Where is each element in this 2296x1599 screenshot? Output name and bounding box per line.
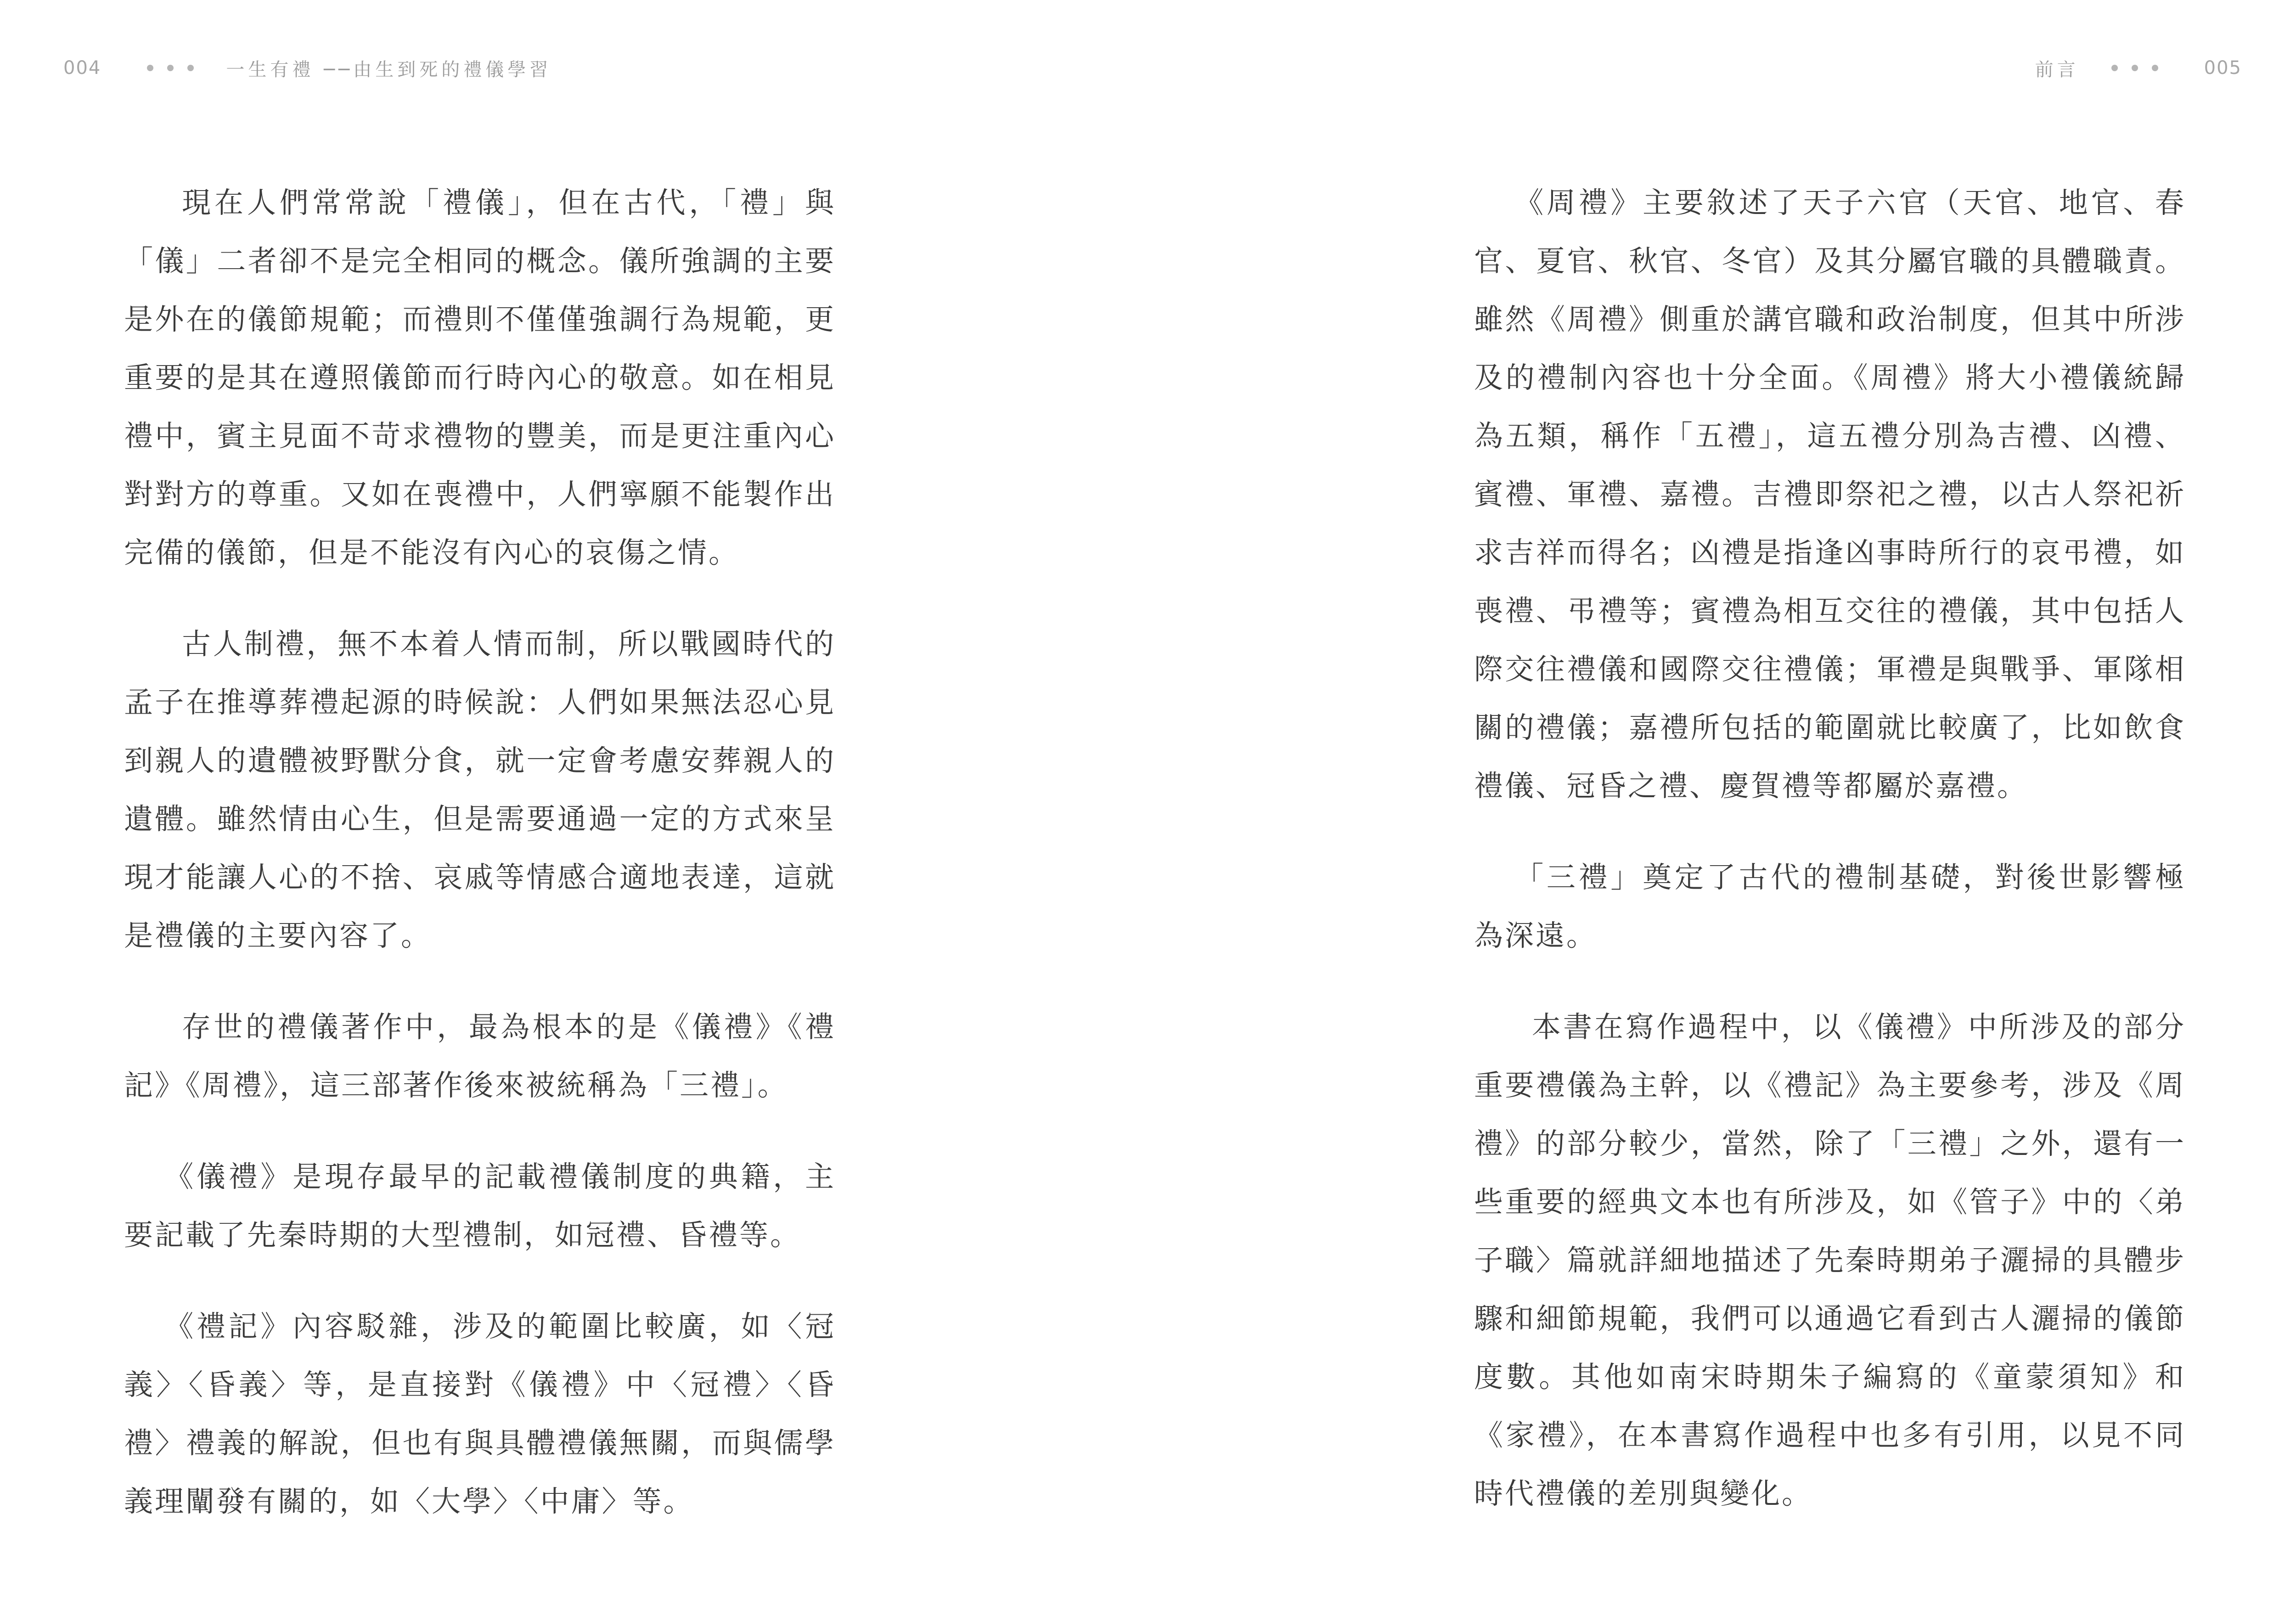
paragraph: 存世的禮儀著作中，最為根本的是《儀禮》《禮記》《周禮》，這三部著作後來被統稱為「三禮」。 (124, 1010, 836, 1102)
dot-icon (187, 65, 194, 71)
dot-icon (167, 65, 174, 71)
paragraph: 《儀禮》是現存最早的記載禮儀制度的典籍，主要記載了先秦時期的大型禮制，如冠禮、昏禮等。 (124, 1160, 836, 1252)
ornament-dots (2111, 65, 2158, 71)
left-body-text (124, 174, 836, 1564)
ornament-dots (147, 65, 194, 71)
paragraph: 《禮記》內容駁雜，涉及的範圍比較廣，如〈冠義〉〈昏義〉等，是直接對《儀禮》中〈冠禮〉〈昏禮〉禮義的解說，但也有與具體禮儀無關，而與儒學義理闡發有關的，如〈大學〉〈中庸〉等。 (124, 1310, 836, 1518)
dot-icon (2111, 65, 2118, 71)
paragraph: 古人制禮，無不本着人情而制，所以戰國時代的孟子在推導葬禮起源的時候說：人們如果無法忍心見到親人的遺體被野獸分食，就一定會考慮安葬親人的遺體。雖然情由心生，但是需要通過一定的方式來呈現才能讓人心的不捨、哀戚等情感合適地表達，這就是禮儀的主要內容了。 (124, 627, 836, 952)
paragraph: 現在人們常常說「禮儀」，但在古代，「禮」與「儀」二者卻不是完全相同的概念。儀所強調的主要是外在的儀節規範；而禮則不僅僅強調行為規範，更重要的是其在遵照儀節而行時內心的敬意。如在相見禮中，賓主見面不苛求禮物的豐美，而是更注重內心對對方的尊重。又如在喪禮中，人們寧願不能製作出完備的儀節，但是不能沒有內心的哀傷之情。 (124, 186, 836, 569)
right-page (1148, 0, 2296, 1599)
paragraph: 「三禮」奠定了古代的禮制基礎，對後世影響極為深遠。 (1474, 861, 2186, 952)
dot-icon (2152, 65, 2158, 71)
right-body-text (1474, 174, 2186, 1556)
paragraph: 本書在寫作過程中，以《儀禮》中所涉及的部分重要禮儀為主幹，以《禮記》為主要參考，涉及《周禮》的部分較少，當然，除了「三禮」之外，還有一些重要的經典文本也有所涉及，如《管子》中的〈弟子職〉篇就詳細地描述了先秦時期弟子灑掃的具體步驟和細節規範，我們可以通過它看到古人灑掃的儀節度數。其他如南宋時期朱子編寫的《童蒙須知》和《家禮》，在本書寫作過程中也多有引用，以見不同時代禮儀的差別與變化。 (1474, 1010, 2186, 1510)
dot-icon (147, 65, 153, 71)
left-page-number: 004 (63, 57, 101, 79)
chapter-title: 前言 (2035, 59, 2079, 80)
dot-icon (2132, 65, 2138, 71)
book-title: 一生有禮 ──由生到死的禮儀學習 (226, 59, 552, 80)
right-page-number: 005 (2204, 57, 2242, 79)
paragraph: 《周禮》主要敘述了天子六官（天官、地官、春官、夏官、秋官、冬官）及其分屬官職的具體職責。雖然《周禮》側重於講官職和政治制度，但其中所涉及的禮制內容也十分全面。《周禮》將大小禮儀統歸為五類，稱作「五禮」，這五禮分別為吉禮、凶禮、賓禮、軍禮、嘉禮。吉禮即祭祀之禮，以古人祭祀祈求吉祥而得名；凶禮是指逢凶事時所行的哀弔禮，如喪禮、弔禮等；賓禮為相互交往的禮儀，其中包括人際交往禮儀和國際交往禮儀；軍禮是與戰爭、軍隊相關的禮儀；嘉禮所包括的範圍就比較廣了，比如飲食禮儀、冠昏之禮、慶賀禮等都屬於嘉禮。 (1474, 186, 2186, 803)
right-running-head (2035, 54, 2242, 82)
left-running-head (63, 54, 551, 82)
